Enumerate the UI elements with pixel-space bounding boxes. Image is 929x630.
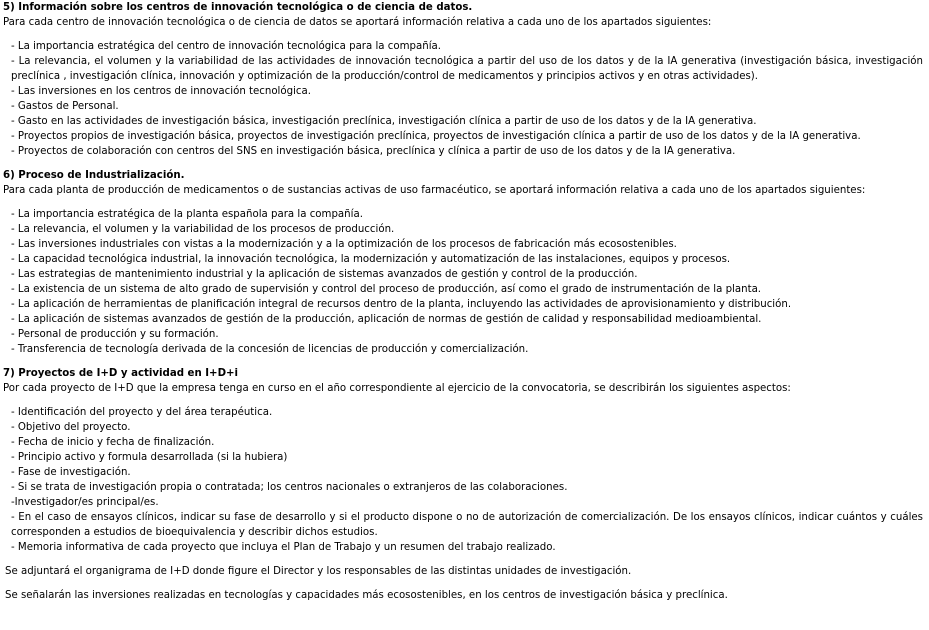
list-item: - Objetivo del proyecto. <box>11 422 131 433</box>
list-item: - Fecha de inicio y fecha de finalización. <box>11 437 215 448</box>
list-item: - La relevancia, el volumen y la variabilidad de las actividades de innovación tecnológica a partir del uso de los datos y de la IA generativa (investigación básica, investigación preclínica , investigación clínica, innovación y optimización de la producción/control de medicamentos y principios activos y en otras actividades). <box>11 56 923 82</box>
list-item: - La aplicación de herramientas de planificación integral de recursos dentro de la planta, incluyendo las actividades de aprovisionamiento y distribución. <box>11 299 792 310</box>
list-item: - La importancia estratégica de la planta española para la compañía. <box>11 209 363 220</box>
list-item: - Personal de producción y su formación. <box>11 329 219 340</box>
list-item: - Proyectos de colaboración con centros del SNS en investigación básica, preclínica y clínica a partir de uso de los datos y de la IA generativa. <box>11 146 736 157</box>
document-page <box>3 0 923 603</box>
list-item: - La relevancia, el volumen y la variabilidad de los procesos de producción. <box>11 224 395 235</box>
section-6-title: 6) Proceso de Industrialización. <box>3 170 185 181</box>
organigram-note: Se adjuntará el organigrama de I+D donde figure el Director y los responsables de las distintas unidades de investigación. <box>5 566 632 577</box>
list-item: - Las estrategias de mantenimiento industrial y la aplicación de sistemas avanzados de gestión y control de la producción. <box>11 269 638 280</box>
section-6 <box>3 168 923 357</box>
list-item: - En el caso de ensayos clínicos, indicar su fase de desarrollo y si el producto dispone o no de autorización de comercialización. De los ensayos clínicos, indicar cuántos y cuáles corresponden a estudios de bioequivalencia y describir dichos estudios. <box>11 512 923 538</box>
list-item: - Si se trata de investigación propia o contratada; los centros nacionales o extranjeros de las colaboraciones. <box>11 482 568 493</box>
investments-note: Se señalarán las inversiones realizadas en tecnologías y capacidades más ecosostenibles, en los centros de investigación básica y preclínica. <box>5 590 728 601</box>
section-5-intro: Para cada centro de innovación tecnológica o de ciencia de datos se aportará información relativa a cada uno de los apartados siguientes: <box>3 17 712 28</box>
list-item: - La aplicación de sistemas avanzados de gestión de la producción, aplicación de normas de gestión de calidad y responsabilidad medioambiental. <box>11 314 762 325</box>
section-5-list <box>3 39 923 159</box>
section-7-list <box>3 405 923 555</box>
list-item: - Memoria informativa de cada proyecto que incluya el Plan de Trabajo y un resumen del trabajo realizado. <box>11 542 556 553</box>
section-5 <box>3 0 923 159</box>
section-6-intro: Para cada planta de producción de medicamentos o de sustancias activas de uso farmacéutico, se aportará información relativa a cada uno de los apartados siguientes: <box>3 185 866 196</box>
list-item: - Fase de investigación. <box>11 467 131 478</box>
list-item: - Proyectos propios de investigación básica, proyectos de investigación preclínica, proyectos de investigación clínica a partir de uso de los datos y de la IA generativa. <box>11 131 861 142</box>
list-item: - La capacidad tecnológica industrial, la innovación tecnológica, la modernización y automatización de las instalaciones, equipos y procesos. <box>11 254 731 265</box>
section-7-intro: Por cada proyecto de I+D que la empresa tenga en curso en el año correspondiente al ejercicio de la convocatoria, se describirán los siguientes aspectos: <box>3 383 791 394</box>
list-item: - Las inversiones en los centros de innovación tecnológica. <box>11 86 312 97</box>
list-item: - Gasto en las actividades de investigación básica, investigación preclínica, investigación clínica a partir de uso de los datos y de la IA generativa. <box>11 116 757 127</box>
section-5-title: 5) Información sobre los centros de innovación tecnológica o de ciencia de datos. <box>3 2 473 13</box>
list-item: - Transferencia de tecnología derivada de la concesión de licencias de producción y comercialización. <box>11 344 529 355</box>
section-6-list <box>3 207 923 357</box>
list-item: - Principio activo y formula desarrollada (si la hubiera) <box>11 452 288 463</box>
list-item: - Identificación del proyecto y del área terapéutica. <box>11 407 273 418</box>
list-item: -Investigador/es principal/es. <box>11 497 159 508</box>
list-item: - Las inversiones industriales con vistas a la modernización y a la optimización de los procesos de fabricación más ecosostenibles. <box>11 239 677 250</box>
list-item: - La existencia de un sistema de alto grado de supervisión y control del proceso de producción, así como el grado de instrumentación de la planta. <box>11 284 762 295</box>
list-item: - Gastos de Personal. <box>11 101 119 112</box>
section-7-title: 7) Proyectos de I+D y actividad en I+D+i <box>3 368 239 379</box>
list-item: - La importancia estratégica del centro de innovación tecnológica para la compañía. <box>11 41 442 52</box>
section-7 <box>3 366 923 603</box>
